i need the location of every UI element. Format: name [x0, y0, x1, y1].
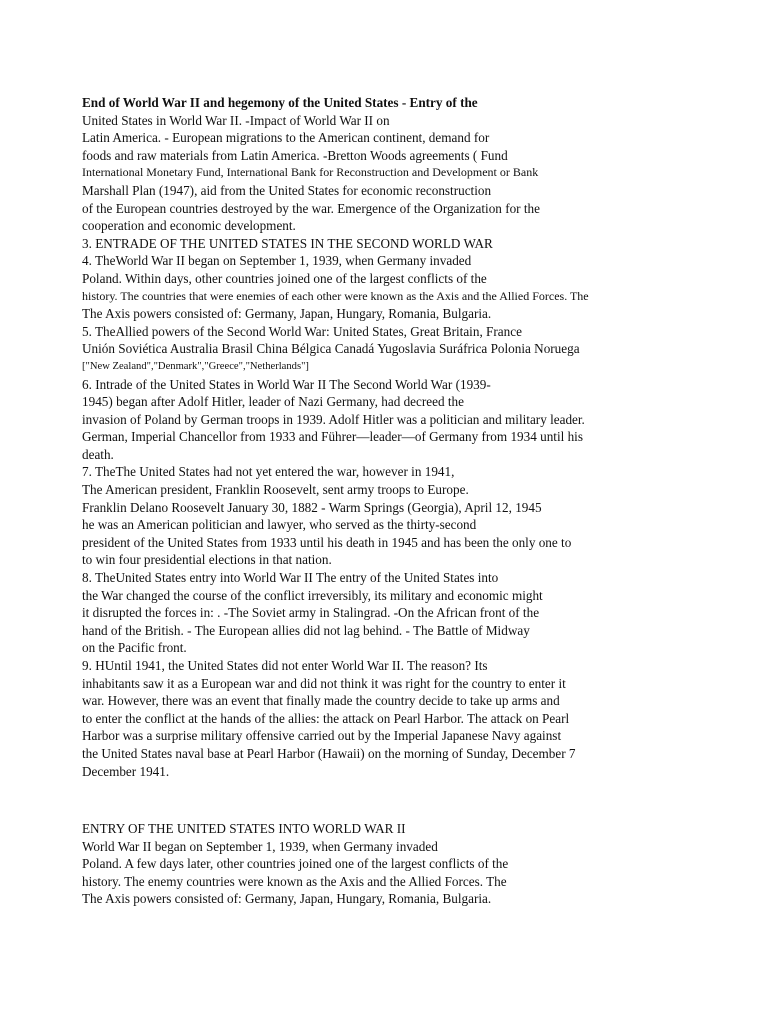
- text-line: hand of the British. - The European allies did not lag behind. - The Battle of Midway: [82, 622, 530, 638]
- text-line: The American president, Franklin Roosevelt, sent army troops to Europe.: [82, 482, 469, 498]
- text-line: on the Pacific front.: [82, 640, 187, 656]
- text-line: the United States naval base at Pearl Harbor (Hawaii) on the morning of Sunday, December 7: [82, 745, 576, 761]
- text-line: history. The countries that were enemies of each other were known as the Axis and the Allied Forces. The: [82, 288, 589, 303]
- text-line: the War changed the course of the conflict irreversibly, its military and economic might: [82, 587, 543, 603]
- text-line: World War II began on September 1, 1939, when Germany invaded: [82, 838, 438, 854]
- text-line: ["New Zealand","Denmark","Greece","Netherlands"]: [82, 360, 309, 372]
- text-line: International Monetary Fund, International Bank for Reconstruction and Development or Bank: [82, 165, 539, 180]
- text-line: December 1941.: [82, 763, 170, 779]
- text-line: Unión Soviética Australia Brasil China Bélgica Canadá Yugoslavia Suráfrica Polonia Noruega: [82, 341, 580, 357]
- text-line: Poland. A few days later, other countries joined one of the largest conflicts of the: [82, 856, 509, 872]
- text-line: End of World War II and hegemony of the United States - Entry of the: [82, 95, 478, 110]
- document-section-entry: [82, 820, 742, 908]
- text-line: 9. HUntil 1941, the United States did not enter World War II. The reason? Its: [82, 658, 488, 673]
- text-line: cooperation and economic development.: [82, 218, 296, 234]
- text-line: German, Imperial Chancellor from 1933 and Führer—leader—of Germany from 1934 until his: [82, 429, 583, 445]
- text-line: Latin America. - European migrations to the American continent, demand for: [82, 130, 490, 146]
- text-line: it disrupted the forces in: . -The Soviet army in Stalingrad. -On the African front of the: [82, 605, 540, 621]
- text-line: death.: [82, 446, 114, 462]
- text-line: war. However, there was an event that finally made the country decide to take up arms and: [82, 693, 560, 709]
- text-line: 5. TheAllied powers of the Second World War: United States, Great Britain, France: [82, 323, 522, 339]
- text-line: Franklin Delano Roosevelt January 30, 1882 - Warm Springs (Georgia), April 12, 1945: [82, 499, 542, 515]
- text-line: 7. TheThe United States had not yet entered the war, however in 1941,: [82, 464, 455, 480]
- text-line: Marshall Plan (1947), aid from the United States for economic reconstruction: [82, 182, 492, 198]
- text-line: of the European countries destroyed by the war. Emergence of the Organization for the: [82, 200, 540, 216]
- text-line: 3. ENTRADE OF THE UNITED STATES IN THE SECOND WORLD WAR: [82, 235, 493, 251]
- text-line: 8. TheUnited States entry into World War II The entry of the United States into: [82, 570, 499, 586]
- text-line: 1945) began after Adolf Hitler, leader of Nazi Germany, had decreed the: [82, 394, 464, 410]
- text-line: inhabitants saw it as a European war and did not think it was right for the country to enter it: [82, 675, 566, 691]
- text-line: foods and raw materials from Latin America. -Bretton Woods agreements ( Fund: [82, 147, 508, 163]
- document-body: [82, 94, 742, 780]
- text-line: president of the United States from 1933 until his death in 1945 and has been the only one to: [82, 534, 572, 550]
- text-line: United States in World War II. -Impact of World War II on: [82, 112, 390, 128]
- text-line: The Axis powers consisted of: Germany, Japan, Hungary, Romania, Bulgaria.: [82, 891, 492, 907]
- text-line: ENTRY OF THE UNITED STATES INTO WORLD WAR II: [82, 821, 406, 836]
- text-line: to win four presidential elections in that nation.: [82, 552, 332, 568]
- text-line: to enter the conflict at the hands of the allies: the attack on Pearl Harbor. The attack on Pearl: [82, 710, 570, 726]
- text-line: invasion of Poland by German troops in 1939. Adolf Hitler was a politician and military leader.: [82, 411, 585, 427]
- text-line: history. The enemy countries were known as the Axis and the Allied Forces. The: [82, 873, 507, 889]
- text-line: The Axis powers consisted of: Germany, Japan, Hungary, Romania, Bulgaria.: [82, 306, 492, 322]
- text-line: 6. Intrade of the United States in World War II The Second World War (1939-: [82, 376, 491, 392]
- text-line: he was an American politician and lawyer, who served as the thirty-second: [82, 517, 477, 533]
- text-line: Poland. Within days, other countries joined one of the largest conflicts of the: [82, 270, 487, 286]
- text-line: Harbor was a surprise military offensive carried out by the Imperial Japanese Navy against: [82, 728, 562, 744]
- text-line: 4. TheWorld War II began on September 1, 1939, when Germany invaded: [82, 253, 472, 269]
